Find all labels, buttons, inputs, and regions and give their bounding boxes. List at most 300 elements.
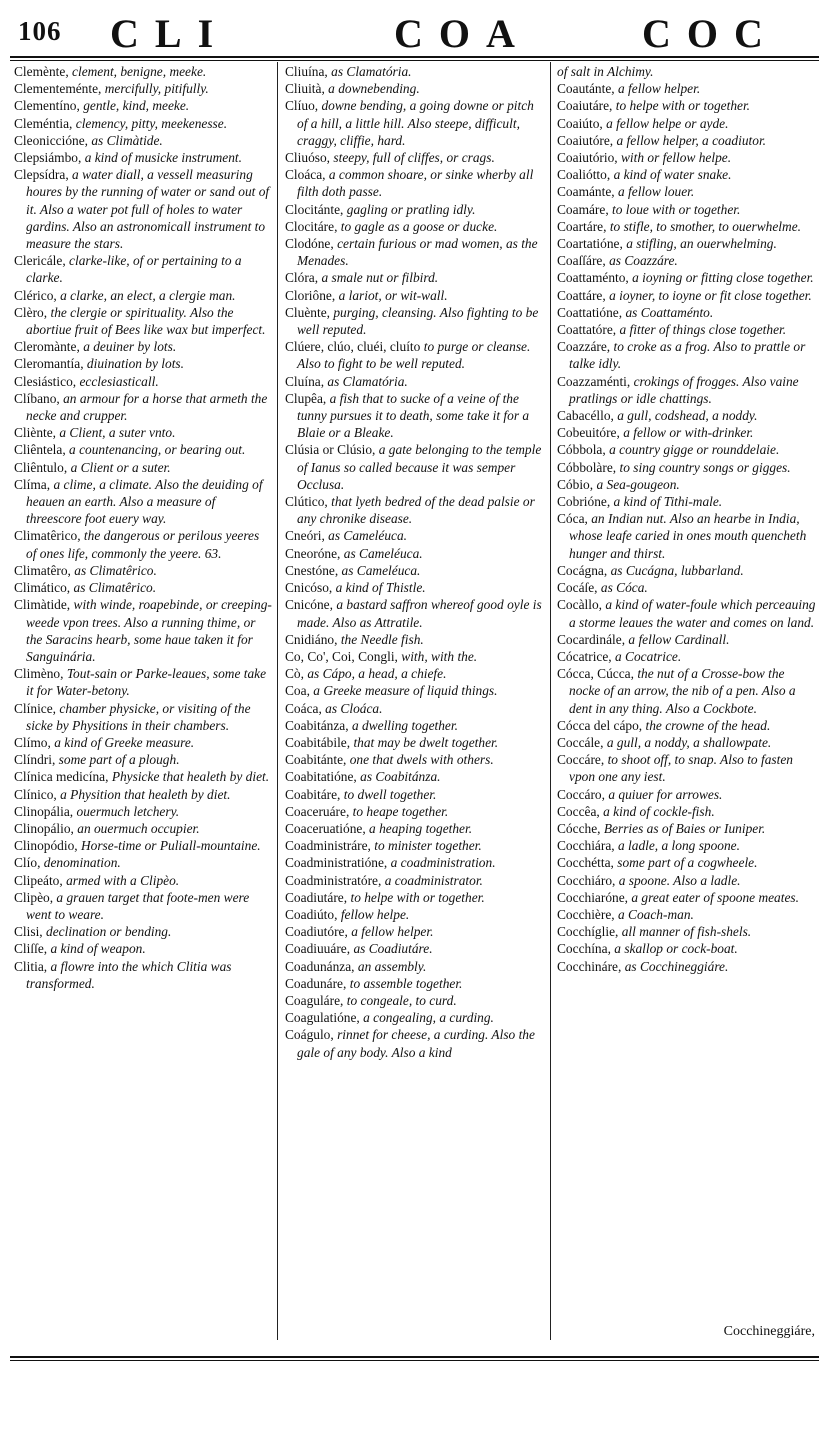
definition: a fellow helper. <box>351 924 434 940</box>
definition: Berries as of Baies or Iuniper. <box>603 820 766 836</box>
headword: Clepsiámbo, <box>14 150 82 166</box>
definition: as Coazzáre. <box>609 253 678 269</box>
definition: downe bending, a going downe or pitch of a hill, a little hill. Also steepe, difficult, craggy, cliffie, hard. <box>297 98 534 148</box>
definition: gentle, kind, meeke. <box>83 98 190 114</box>
dictionary-entry <box>557 923 819 940</box>
headword: Coabitatióne, <box>285 769 357 785</box>
dictionary-entry <box>285 562 543 579</box>
headword: Cnicóne, <box>285 597 333 613</box>
dictionary-entry <box>285 751 543 768</box>
definition: a kind of Tithi-male. <box>613 494 723 510</box>
dictionary-entry <box>14 132 272 149</box>
headword: Cneoróne, <box>285 545 341 561</box>
definition: with winde, roapebinde, or creeping-weede vpon trees. Also a running thime, or the Saracins hearb, some haue taken it for Sanguinária. <box>26 597 272 664</box>
definition: that lyeth bedred of the dead palsie or any chronike disease. <box>297 494 535 527</box>
dictionary-entry <box>285 63 543 80</box>
dictionary-entry <box>557 665 819 717</box>
headword: Coautánte, <box>557 81 615 97</box>
definition: a ioyner, to ioyne or fit close together. <box>609 287 812 303</box>
headword: Cóca, <box>557 511 588 527</box>
headword: Clíuo, <box>285 98 319 114</box>
definition: ouermuch letchery. <box>76 803 180 819</box>
headword: Cocáſe, <box>557 580 598 596</box>
dictionary-entry <box>14 166 272 252</box>
headword: Cliêntulo, <box>14 459 68 475</box>
dictionary-entry <box>14 63 272 80</box>
definition: a Greeke measure of liquid things. <box>313 683 498 699</box>
headword: Cnicóso, <box>285 580 333 596</box>
dictionary-entry <box>14 355 272 372</box>
definition: Horse-time or Puliall-mountaine. <box>80 838 261 854</box>
definition: the dangerous or perilous yeeres of ones life, commonly the yeere. 63. <box>26 528 260 561</box>
headword: Cocchína, <box>557 941 611 957</box>
headword: Clinopálio, <box>14 820 74 836</box>
dictionary-entry <box>557 166 819 183</box>
definition: a smale nut or filbird. <box>321 270 439 286</box>
definition: a fellow helper. <box>618 81 701 97</box>
definition: a Physition that healeth by diet. <box>60 786 231 802</box>
definition: as Cameléuca. <box>343 545 423 561</box>
dictionary-entry <box>14 786 272 803</box>
definition: a kind of Thistle. <box>335 580 426 596</box>
dictionary-entry <box>285 682 543 699</box>
headword: Clérico, <box>14 287 57 303</box>
definition: a fellow Cardinall. <box>628 631 730 647</box>
headword: Coaiutório, <box>557 150 618 166</box>
definition: of salt in Alchimy. <box>557 64 654 79</box>
headword: Cobrióne, <box>557 494 611 510</box>
definition: a kind of weapon. <box>50 941 146 957</box>
definition: Physicke that healeth by diet. <box>111 769 270 785</box>
headword: Clocitánte, <box>285 201 344 217</box>
definition: a quiuer for arrowes. <box>608 786 723 802</box>
definition: a gull, codshead, a noddy. <box>617 408 758 424</box>
dictionary-entry <box>557 854 819 871</box>
definition: as Cóca. <box>600 580 648 596</box>
headword: Clesiástico, <box>14 373 77 389</box>
headword: Coccáro, <box>557 786 605 802</box>
headword: Clitia, <box>14 958 48 974</box>
definition: to congeale, to curd. <box>346 992 457 1008</box>
headword: Cóbbola, <box>557 442 606 458</box>
guide-word-center: COA <box>394 11 531 56</box>
definition: clement, benigne, meeke. <box>72 64 207 79</box>
dictionary-entry <box>557 201 819 218</box>
headword: Cocchináre, <box>557 958 622 974</box>
headword: Cobeuitóre, <box>557 425 620 441</box>
dictionary-entry <box>557 321 819 338</box>
dictionary-entry <box>14 459 272 476</box>
definition: one that dwels with others. <box>349 752 494 768</box>
dictionary-entry <box>14 958 272 992</box>
dictionary-entry <box>557 493 819 510</box>
dictionary-entry <box>285 734 543 751</box>
definition: a congealing, a curding. <box>363 1010 494 1026</box>
definition: to loue with or together. <box>612 201 741 217</box>
definition: a Sea-gougeon. <box>596 476 680 492</box>
dictionary-entry <box>557 441 819 458</box>
definition: a Coach-man. <box>617 906 694 922</box>
dictionary-entry <box>14 441 272 458</box>
dictionary-entry <box>285 1009 543 1026</box>
definition: as Climatêrico. <box>73 580 157 596</box>
dictionary-entry <box>285 97 543 149</box>
dictionary-entry <box>14 665 272 699</box>
guide-word-left: CLI <box>110 11 230 56</box>
header-rule-thin <box>10 60 819 61</box>
definition: as Cucágna, lubbarland. <box>610 562 744 578</box>
dictionary-entry <box>285 235 543 269</box>
dictionary-entry <box>285 596 543 630</box>
headword: Cóbio, <box>557 476 594 492</box>
definition: the nut of a Crosse-bow the nocke of an arrow, the nib of a pen. Also a dent in any thing. Also a Cockbote. <box>569 666 796 716</box>
definition: a grauen target that foote-men were went to weare. <box>26 889 250 922</box>
footer-rule <box>10 1356 819 1358</box>
headword: Cóbbolàre, <box>557 459 617 475</box>
definition: steepy, full of cliffes, or crags. <box>333 150 495 166</box>
headword: Climático, <box>14 580 71 596</box>
dictionary-entry <box>14 390 272 424</box>
headword: Coaliótto, <box>557 167 611 183</box>
headword: Cleromànte, <box>14 339 80 355</box>
headword: Climatêro, <box>14 562 71 578</box>
headword: Climàtide, <box>14 597 71 613</box>
headword: Coadministratóre, <box>285 872 382 888</box>
headword: Cliêntela, <box>14 442 66 458</box>
headword: Clementeménte, <box>14 81 102 97</box>
definition: a country gigge or rounddelaie. <box>609 442 780 458</box>
definition: a fish that to sucke of a veine of the tunny pursues it to death, some take it for a Blaie or a Bleake. <box>297 390 530 441</box>
headword: Cluènte, <box>285 304 330 320</box>
definition: clarke-like, of or pertaining to a clarke. <box>26 253 242 286</box>
dictionary-entry <box>557 218 819 235</box>
headword: Coazzaménti, <box>557 373 631 389</box>
headword: Clínice, <box>14 700 57 716</box>
headword: Coaiutáre, <box>557 98 613 114</box>
definition: as Cloáca. <box>325 700 383 716</box>
dictionary-entry <box>285 373 543 390</box>
headword: Clóra, <box>285 270 319 286</box>
headword: Coamáre, <box>557 201 609 217</box>
dictionary-entry <box>285 786 543 803</box>
headword: Clútico, <box>285 494 328 510</box>
headword: Coadiutóre, <box>285 924 348 940</box>
dictionary-entry <box>285 545 543 562</box>
dictionary-entry <box>557 476 819 493</box>
headword: Coaiutóre, <box>557 132 614 148</box>
definition: clemency, pitty, meekenesse. <box>75 115 228 131</box>
definition: to dwell together. <box>343 786 437 802</box>
definition: all manner of fish-shels. <box>621 924 752 940</box>
headword: Coaiúto, <box>557 115 603 131</box>
dictionary-entry <box>14 80 272 97</box>
header-rule <box>10 56 819 58</box>
definition: as Clamatória. <box>331 64 412 79</box>
headword: Coadiuuáre, <box>285 941 351 957</box>
dictionary-entry <box>557 97 819 114</box>
definition: gagling or pratling idly. <box>346 201 476 217</box>
headword: Coágulo, <box>285 1027 334 1043</box>
running-head <box>10 10 819 54</box>
headword: Coabitáre, <box>285 786 341 802</box>
dictionary-entry <box>285 441 543 493</box>
headword: Clepsídra, <box>14 167 69 183</box>
headword: Clemènte, <box>14 64 69 79</box>
definition: a spoone. Also a ladle. <box>618 872 741 888</box>
definition: an ouermuch occupier. <box>77 820 200 836</box>
dictionary-entry <box>557 338 819 372</box>
headword: Cleromantía, <box>14 356 84 372</box>
dictionary-entry <box>557 304 819 321</box>
definition: Tout-sain or Parke-leaues, some take it for Water-betony. <box>26 666 267 699</box>
dictionary-entry <box>14 820 272 837</box>
headword: Coagulatióne, <box>285 1010 360 1026</box>
definition: a fellow louer. <box>618 184 695 200</box>
headword: Clímo, <box>14 734 51 750</box>
column-1 <box>14 63 272 1343</box>
headword: Clíndri, <box>14 752 56 768</box>
dictionary-entry <box>557 407 819 424</box>
headword: Clisi, <box>14 924 43 940</box>
definition: a kind of water-foule which perceauing a storme leaues the water and comes on land. <box>569 597 816 630</box>
headword: Clodóne, <box>285 236 334 252</box>
headword: Clericále, <box>14 253 66 269</box>
definition: a ioyning or fitting close together. <box>632 270 814 286</box>
headword: Cnestóne, <box>285 562 339 578</box>
definition: some part of a cogwheele. <box>617 855 758 871</box>
dictionary-entry <box>285 304 543 338</box>
definition: a fellow or with-drinker. <box>623 425 754 441</box>
headword: Cócca del cápo, <box>557 717 643 733</box>
column-rule-1 <box>277 62 278 1340</box>
headword: Coadunánza, <box>285 958 355 974</box>
dictionary-entry <box>14 923 272 940</box>
headword: Cocchiaróne, <box>557 889 629 905</box>
definition: an armour for a horse that armeth the necke and crupper. <box>26 390 268 424</box>
dictionary-entry <box>14 700 272 734</box>
dictionary-entry <box>557 80 819 97</box>
dictionary-entry <box>557 269 819 286</box>
definition: a fellow helpe or ayde. <box>606 115 729 131</box>
dictionary-entry <box>285 579 543 596</box>
dictionary-entry <box>557 459 819 476</box>
dictionary-entry <box>14 596 272 665</box>
dictionary-entry <box>285 631 543 648</box>
definition: to shoot off, to snap. Also to fasten vpon one any iest. <box>569 752 793 785</box>
headword: Coamánte, <box>557 184 615 200</box>
headword: Cleoniccióne, <box>14 132 88 148</box>
dictionary-entry <box>557 958 819 975</box>
headword: Coaſſáre, <box>557 253 606 269</box>
dictionary-entry <box>557 648 819 665</box>
definition: armed with a Clipèo. <box>66 872 180 888</box>
definition: to purge or cleanse. Also to fight to be well reputed. <box>297 339 531 372</box>
dictionary-entry <box>14 476 272 528</box>
definition: fellow helpe. <box>340 906 410 922</box>
dictionary-entry <box>14 424 272 441</box>
headword: Clupêa, <box>285 390 327 406</box>
definition: to sing country songs or gigges. <box>619 459 791 475</box>
dictionary-entry <box>285 527 543 544</box>
dictionary-entry <box>285 854 543 871</box>
definition: a kind of Greeke measure. <box>54 734 195 750</box>
definition: as Coattaménto. <box>625 304 714 320</box>
dictionary-entry <box>14 889 272 923</box>
dictionary-entry <box>285 166 543 200</box>
headword: Coartatióne, <box>557 236 623 252</box>
column-3 <box>557 63 819 1353</box>
dictionary-entry <box>14 940 272 957</box>
headword: Cò, <box>285 666 304 682</box>
dictionary-entry <box>14 837 272 854</box>
headword: Climatêrico, <box>14 528 81 544</box>
headword: Climèno, <box>14 666 64 682</box>
dictionary-entry <box>557 889 819 906</box>
headword: Clinopália, <box>14 803 74 819</box>
definition: a heaping together. <box>369 820 473 836</box>
definition: to stifle, to smother, to ouerwhelme. <box>609 218 801 234</box>
headword: Coáca, <box>285 700 322 716</box>
headword: Cliſſe, <box>14 941 48 957</box>
dictionary-entry <box>557 596 819 630</box>
definition: a lariot, or wit-wall. <box>338 287 448 303</box>
definition: chamber physicke, or visiting of the sicke by Physitions in their chambers. <box>26 700 251 733</box>
definition: to minister together. <box>374 838 482 854</box>
definition: a downebending. <box>328 81 420 97</box>
definition: the Needle fish. <box>340 631 424 647</box>
definition: rinnet for cheese, a curding. Also the gale of any body. Also a kind <box>297 1027 535 1060</box>
dictionary-entry <box>14 803 272 820</box>
definition: a dwelling together. <box>351 717 458 733</box>
dictionary-entry <box>14 287 272 304</box>
headword: Coadiutáre, <box>285 889 348 905</box>
dictionary-entry <box>285 717 543 734</box>
headword: Clínica medicína, <box>14 769 109 785</box>
definition: as Cameléuca. <box>328 528 407 544</box>
catchword: Cocchineggiáre, <box>723 1324 815 1339</box>
headword: Coadministráre, <box>285 838 371 854</box>
definition: an Indian nut. Also an hearbe in India, whose leafe caried in ones mouth quencheth hunger and thirst. <box>569 511 807 561</box>
dictionary-entry <box>557 183 819 200</box>
definition: certain furious or mad women, as the Menades. <box>297 236 538 269</box>
headword: Cocardinále, <box>557 631 626 647</box>
definition: to heape together. <box>352 803 449 819</box>
definition: a bastard saffron whereof good oyle is made. Also as Attratile. <box>297 597 542 630</box>
headword: Coattaménto, <box>557 270 629 286</box>
headword: Coabitánza, <box>285 717 349 733</box>
definition: a great eater of spoone meates. <box>631 889 799 905</box>
column-2 <box>285 63 543 1343</box>
definition: a Client or a suter. <box>70 459 171 475</box>
page-number: 106 <box>18 16 62 46</box>
dictionary-entry <box>14 252 272 286</box>
definition: with, with the. <box>401 648 478 664</box>
dictionary-entry <box>285 390 543 442</box>
headword: Coaguláre, <box>285 992 344 1008</box>
dictionary-entry <box>557 579 819 596</box>
headword: Coattáre, <box>557 287 606 303</box>
headword: Coattatóre, <box>557 322 617 338</box>
definition: a fellow helper, a coadiutor. <box>616 132 767 148</box>
dictionary-entry <box>557 373 819 407</box>
dictionary-entry <box>285 820 543 837</box>
definition: the crowne of the head. <box>645 717 771 733</box>
definition: as Climatêrico. <box>74 562 157 578</box>
definition: crokings of frogges. Also vaine pratlings or idle chattings. <box>569 373 799 406</box>
headword: Cócatrice, <box>557 648 612 664</box>
dictionary-entry <box>285 149 543 166</box>
dictionary-entry <box>557 734 819 751</box>
definition: that may be dwelt together. <box>353 734 499 750</box>
definition: a clime, a climate. Also the deuiding of heauen an earth. Also a measure of threescore foot euery way. <box>26 476 263 527</box>
dictionary-entry <box>14 768 272 785</box>
dictionary-entry <box>557 940 819 957</box>
headword: Cocágna, <box>557 562 608 578</box>
dictionary-entry <box>285 992 543 1009</box>
definition: a skallop or cock-boat. <box>614 941 738 957</box>
definition: a Client, a suter vnto. <box>59 425 176 441</box>
definition: a kind of cockle-fish. <box>603 803 715 819</box>
definition: a gate belonging to the temple of Ianus so called because it was semper Occlusa. <box>297 442 542 492</box>
dictionary-entry <box>285 975 543 992</box>
dictionary-entry <box>285 889 543 906</box>
definition: purging, cleansing. Also fighting to be well reputed. <box>297 304 539 338</box>
headword: Coadunáre, <box>285 975 347 991</box>
definition: as Coabitánza. <box>360 769 441 785</box>
dictionary-entry <box>285 665 543 682</box>
dictionary-entry <box>557 562 819 579</box>
dictionary-entry <box>14 751 272 768</box>
headword: Cneóri, <box>285 528 325 544</box>
definition: as Cápo, a head, a chiefe. <box>307 666 447 682</box>
headword: Coazzáre, <box>557 339 611 355</box>
dictionary-entry <box>285 700 543 717</box>
dictionary-entry <box>285 958 543 975</box>
definition: a gull, a noddy, a shallowpate. <box>606 734 772 750</box>
dictionary-entry <box>557 751 819 785</box>
dictionary-entry <box>285 803 543 820</box>
definition: as Clamatória. <box>327 373 408 389</box>
definition: a water diall, a vessell measuring houres by the running of water or sand out of it. Also a water pot full of holes to water gardins. Also an astronomicall instrument to measure the stars. <box>26 167 270 252</box>
headword: Coccále, <box>557 734 604 750</box>
dictionary-entry <box>14 734 272 751</box>
dictionary-entry <box>285 648 543 665</box>
definition: as Cameléuca. <box>341 562 421 578</box>
dictionary-entry <box>557 63 819 80</box>
definition: denomination. <box>43 855 121 871</box>
dictionary-entry <box>14 579 272 596</box>
dictionary-entry <box>285 940 543 957</box>
headword: Cliuità, <box>285 81 325 97</box>
definition: an assembly. <box>357 958 427 974</box>
definition: to croke as a frog. Also to prattle or talke idly. <box>569 339 806 372</box>
headword: Cocàllo, <box>557 597 602 613</box>
definition: declination or bending. <box>46 924 172 940</box>
headword: Cliuóso, <box>285 150 331 166</box>
headword: Coabitábile, <box>285 734 351 750</box>
headword: Coadiúto, <box>285 906 338 922</box>
definition: a fitter of things close together. <box>619 322 787 338</box>
definition: ecclesiasticall. <box>79 373 159 389</box>
headword: Cocchétta, <box>557 855 614 871</box>
dictionary-entry <box>557 252 819 269</box>
headword: Clèro, <box>14 304 48 320</box>
definition: a kind of water snake. <box>613 167 732 183</box>
headword: Co, Co', Coi, Congli, <box>285 648 398 664</box>
definition: mercifully, pitifully. <box>104 81 209 97</box>
headword: Coadministratióne, <box>285 855 388 871</box>
dictionary-entry <box>285 201 543 218</box>
